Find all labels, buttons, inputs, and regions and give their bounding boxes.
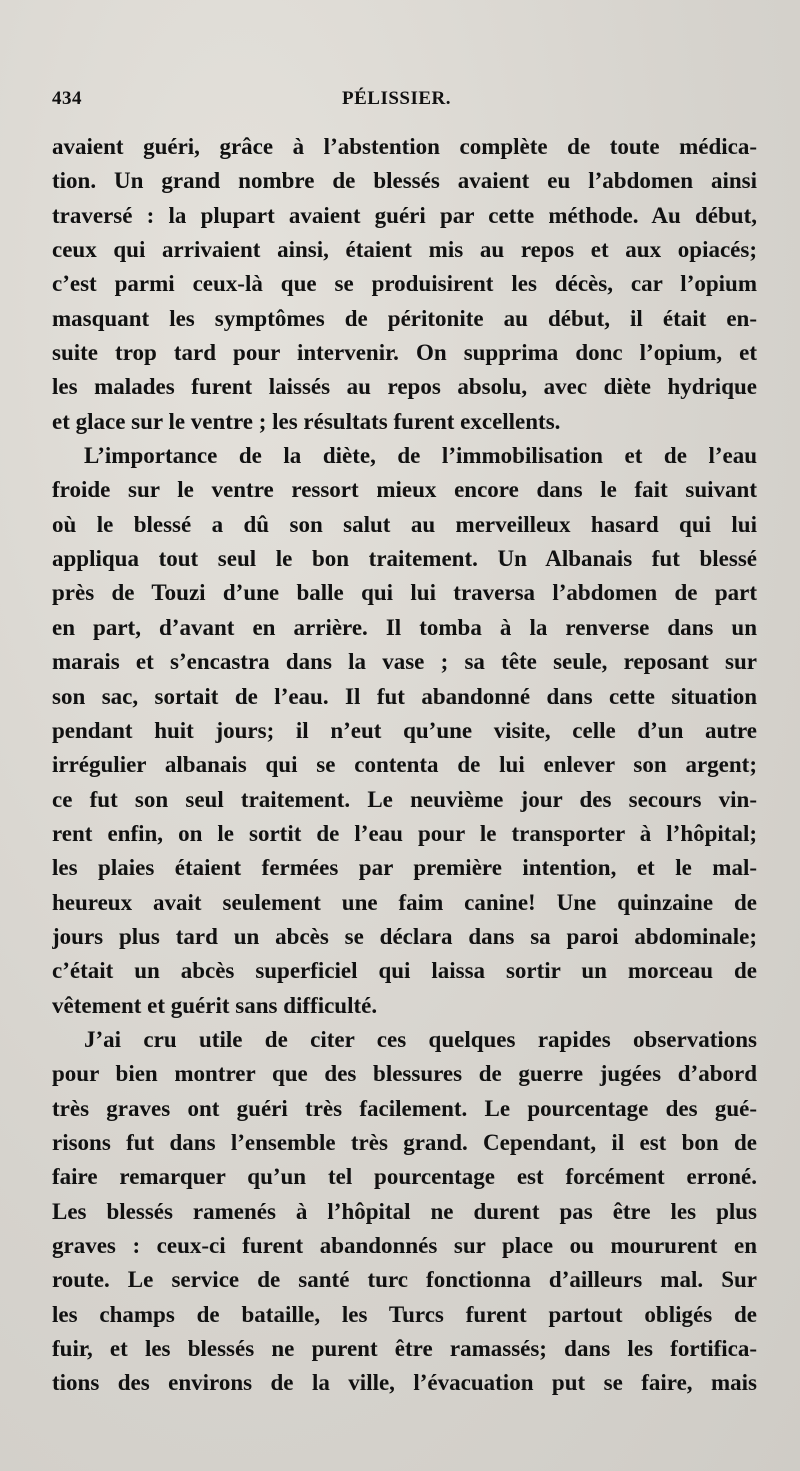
body-text: [52, 130, 757, 1401]
text-line: les malades furent laissés au repos absolu, avec diète hydrique: [52, 374, 757, 400]
text-line: très graves ont guéri très facilement. Le pourcentage des gué-: [52, 1095, 757, 1121]
text-line: suite trop tard pour intervenir. On supprima donc l’opium, et: [52, 340, 757, 366]
text-line: masquant les symptômes de péritonite au début, il était en-: [52, 305, 757, 331]
text-line: pendant huit jours; il n’eut qu’une visite, celle d’un autre: [52, 717, 757, 743]
text-line: J’ai cru utile de citer ces quelques rapides observations: [84, 1026, 757, 1052]
text-line: graves : ceux-ci furent abandonnés sur place ou moururent en: [52, 1233, 757, 1258]
text-line: Les blessés ramenés à l’hôpital ne durent pas être les plus: [52, 1198, 757, 1224]
text-line: appliqua tout seul le bon traitement. Un Albanais fut blessé: [52, 546, 757, 572]
text-line: ceux qui arrivaient ainsi, étaient mis au repos et aux opiacés;: [52, 237, 757, 263]
text-line: c’est parmi ceux-là que se produisirent les décès, car l’opium: [52, 271, 757, 297]
text-line: en part, d’avant en arrière. Il tomba à la renverse dans un: [52, 614, 757, 640]
text-line: son sac, sortait de l’eau. Il fut abandonné dans cette situation: [52, 683, 757, 709]
text-line: vêtement et guérit sans difficulté.: [52, 992, 378, 1018]
text-line: et glace sur le ventre ; les résultats furent excellents.: [52, 408, 561, 434]
text-line: pour bien montrer que des blessures de guerre jugées d’abord: [52, 1061, 757, 1087]
text-line: avaient guéri, grâce à l’abstention complète de toute médica-: [52, 134, 757, 159]
text-line: jours plus tard un abcès se déclara dans sa paroi abdominale;: [52, 923, 757, 949]
text-line: traversé : la plupart avaient guéri par cette méthode. Au début,: [52, 202, 757, 228]
text-line: les champs de bataille, les Turcs furent partout obligés de: [52, 1301, 757, 1327]
text-line: ce fut son seul traitement. Le neuvième jour des secours vin-: [52, 786, 757, 812]
text-line: c’était un abcès superficiel qui laissa sortir un morceau de: [52, 958, 757, 984]
text-line: L’importance de la diète, de l’immobilisation et de l’eau: [84, 443, 757, 469]
text-line: fuir, et les blessés ne purent être ramassés; dans les fortifica-: [52, 1336, 757, 1362]
text-line: rent enfin, on le sortit de l’eau pour le transporter à l’hôpital;: [52, 820, 757, 846]
text-line: irrégulier albanais qui se contenta de lui enlever son argent;: [52, 752, 757, 778]
text-line: tion. Un grand nombre de blessés avaient eu l’abdomen ainsi: [52, 168, 757, 194]
text-line: tions des environs de la ville, l’évacuation put se faire, mais: [52, 1370, 757, 1396]
text-line: marais et s’encastra dans la vase ; sa tête seule, reposant sur: [52, 649, 757, 675]
text-line: les plaies étaient fermées par première intention, et le mal-: [52, 855, 757, 881]
text-line: où le blessé a dû son salut au merveilleux hasard qui lui: [52, 511, 757, 537]
page-header: [52, 88, 760, 112]
text-line: faire remarquer qu’un tel pourcentage est forcément erroné.: [52, 1164, 757, 1190]
text-line: heureux avait seulement une faim canine! Une quinzaine de: [52, 889, 757, 915]
text-line: risons fut dans l’ensemble très grand. Cependant, il est bon de: [52, 1129, 757, 1155]
text-line: près de Touzi d’une balle qui lui traversa l’abdomen de part: [52, 580, 757, 606]
text-line: route. Le service de santé turc fonctionna d’ailleurs mal. Sur: [52, 1267, 757, 1293]
running-head: PÉLISSIER.: [342, 88, 452, 109]
text-line: froide sur le ventre ressort mieux encore dans le fait suivant: [52, 477, 757, 503]
page-number: 434: [52, 88, 82, 109]
